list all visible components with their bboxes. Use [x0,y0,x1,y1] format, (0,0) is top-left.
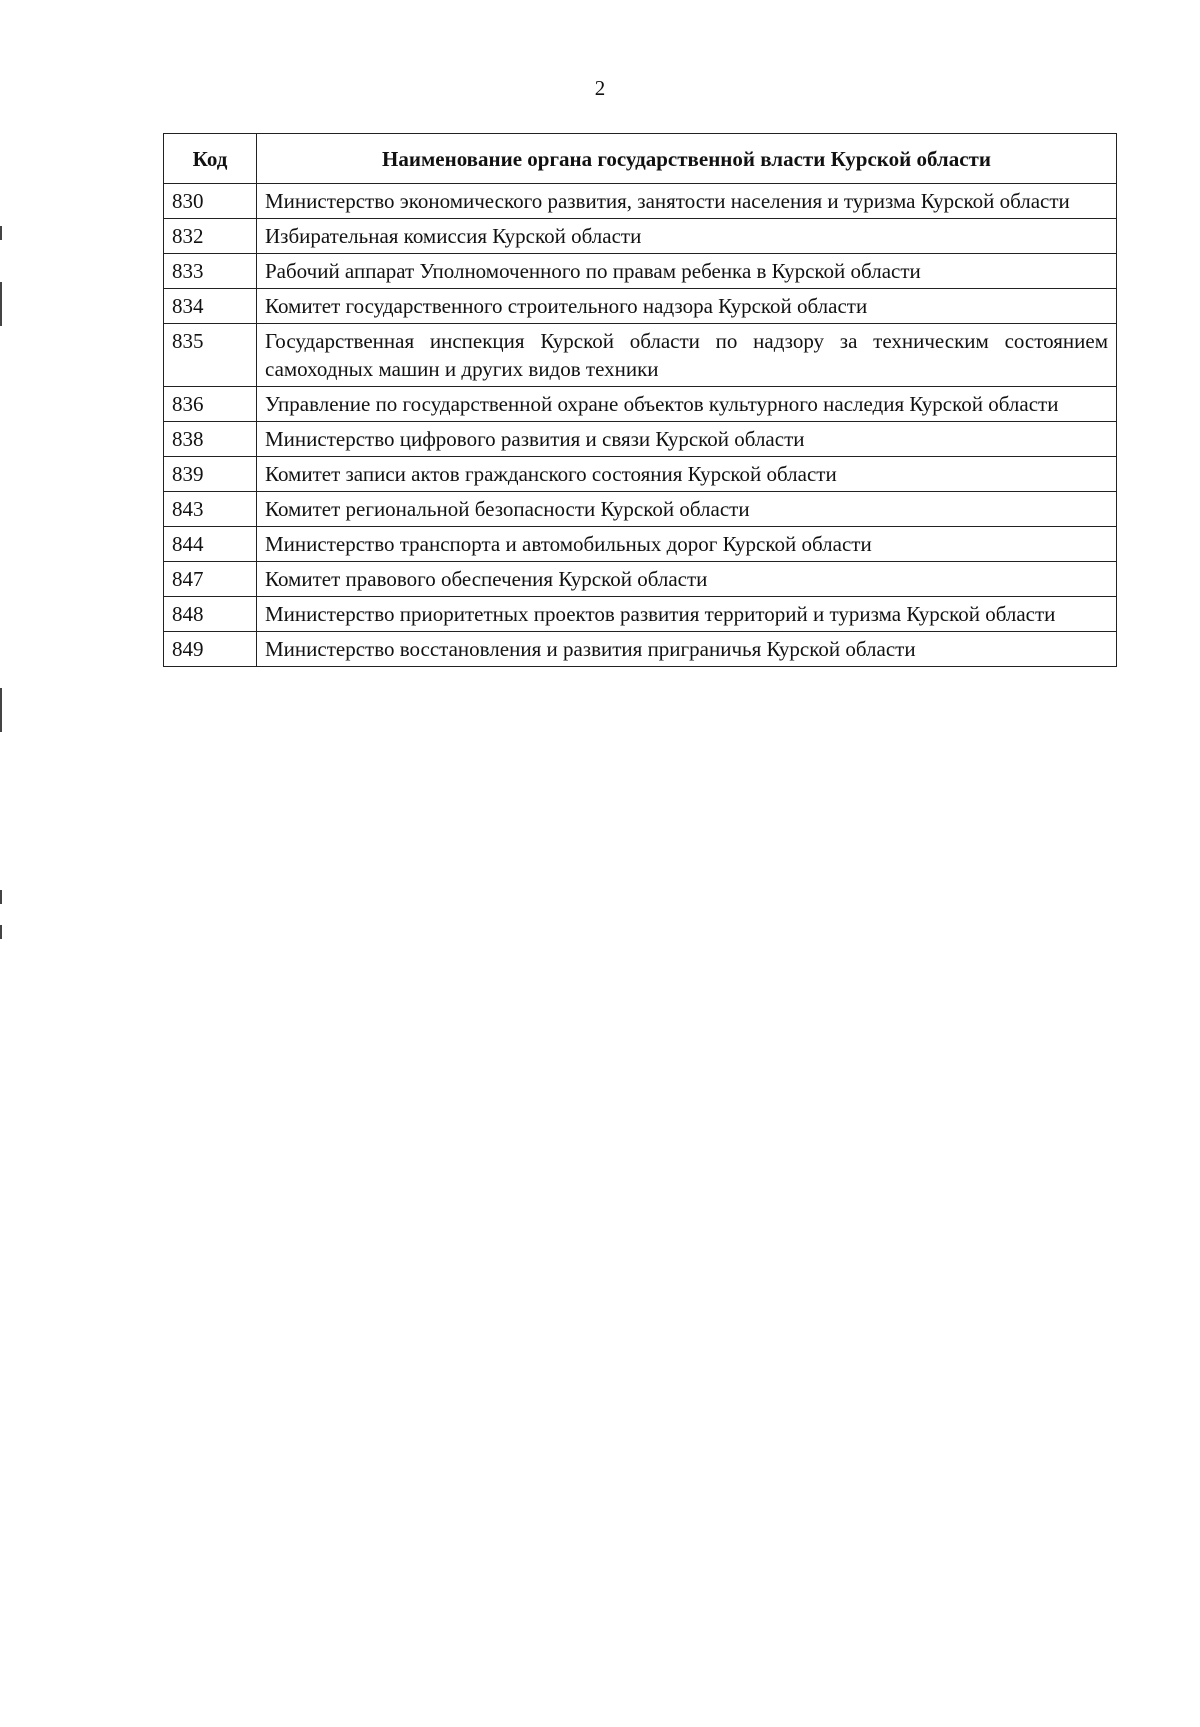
table-row [164,184,1117,219]
scan-edge-mark [0,925,2,939]
row-authority-name: Комитет региональной безопасности Курской области [257,492,1117,527]
scan-edge-mark [0,890,2,904]
row-code: 835 [164,324,257,387]
row-code: 849 [164,632,257,667]
row-code: 836 [164,387,257,422]
table-row [164,219,1117,254]
row-code: 834 [164,289,257,324]
authorities-code-table [163,133,1117,667]
row-authority-name: Управление по государственной охране объектов культурного наследия Курской области [257,387,1117,422]
table-row [164,562,1117,597]
row-code: 843 [164,492,257,527]
scan-edge-mark [0,688,2,732]
row-authority-name: Избирательная комиссия Курской области [257,219,1117,254]
table-row [164,632,1117,667]
row-code: 830 [164,184,257,219]
row-authority-name: Комитет правового обеспечения Курской области [257,562,1117,597]
row-code: 833 [164,254,257,289]
table-row [164,324,1117,387]
header-name: Наименование органа государственной власти Курской области [257,134,1117,184]
page-number: 2 [594,76,606,100]
row-code: 844 [164,527,257,562]
table-body [164,184,1117,667]
table-header-row [164,134,1117,184]
row-authority-name: Министерство цифрового развития и связи Курской области [257,422,1117,457]
row-authority-name: Рабочий аппарат Уполномоченного по правам ребенка в Курской области [257,254,1117,289]
row-code: 847 [164,562,257,597]
table-row [164,597,1117,632]
row-authority-name: Министерство транспорта и автомобильных дорог Курской области [257,527,1117,562]
table-row [164,387,1117,422]
row-code: 838 [164,422,257,457]
row-authority-name: Комитет записи актов гражданского состояния Курской области [257,457,1117,492]
table-row [164,457,1117,492]
scan-edge-mark [0,282,2,326]
row-code: 848 [164,597,257,632]
table-row [164,422,1117,457]
row-authority-name: Комитет государственного строительного надзора Курской области [257,289,1117,324]
row-authority-name: Министерство приоритетных проектов развития территорий и туризма Курской области [257,597,1117,632]
row-authority-name: Министерство восстановления и развития приграничья Курской области [257,632,1117,667]
table-row [164,492,1117,527]
table-row [164,254,1117,289]
table-row [164,527,1117,562]
scan-edge-mark [0,226,2,240]
row-authority-name: Государственная инспекция Курской области по надзору за техническим состоянием самоходных машин и других видов техники [257,324,1117,387]
row-code: 832 [164,219,257,254]
row-code: 839 [164,457,257,492]
row-authority-name: Министерство экономического развития, занятости населения и туризма Курской области [257,184,1117,219]
table-row [164,289,1117,324]
header-code: Код [164,134,257,184]
